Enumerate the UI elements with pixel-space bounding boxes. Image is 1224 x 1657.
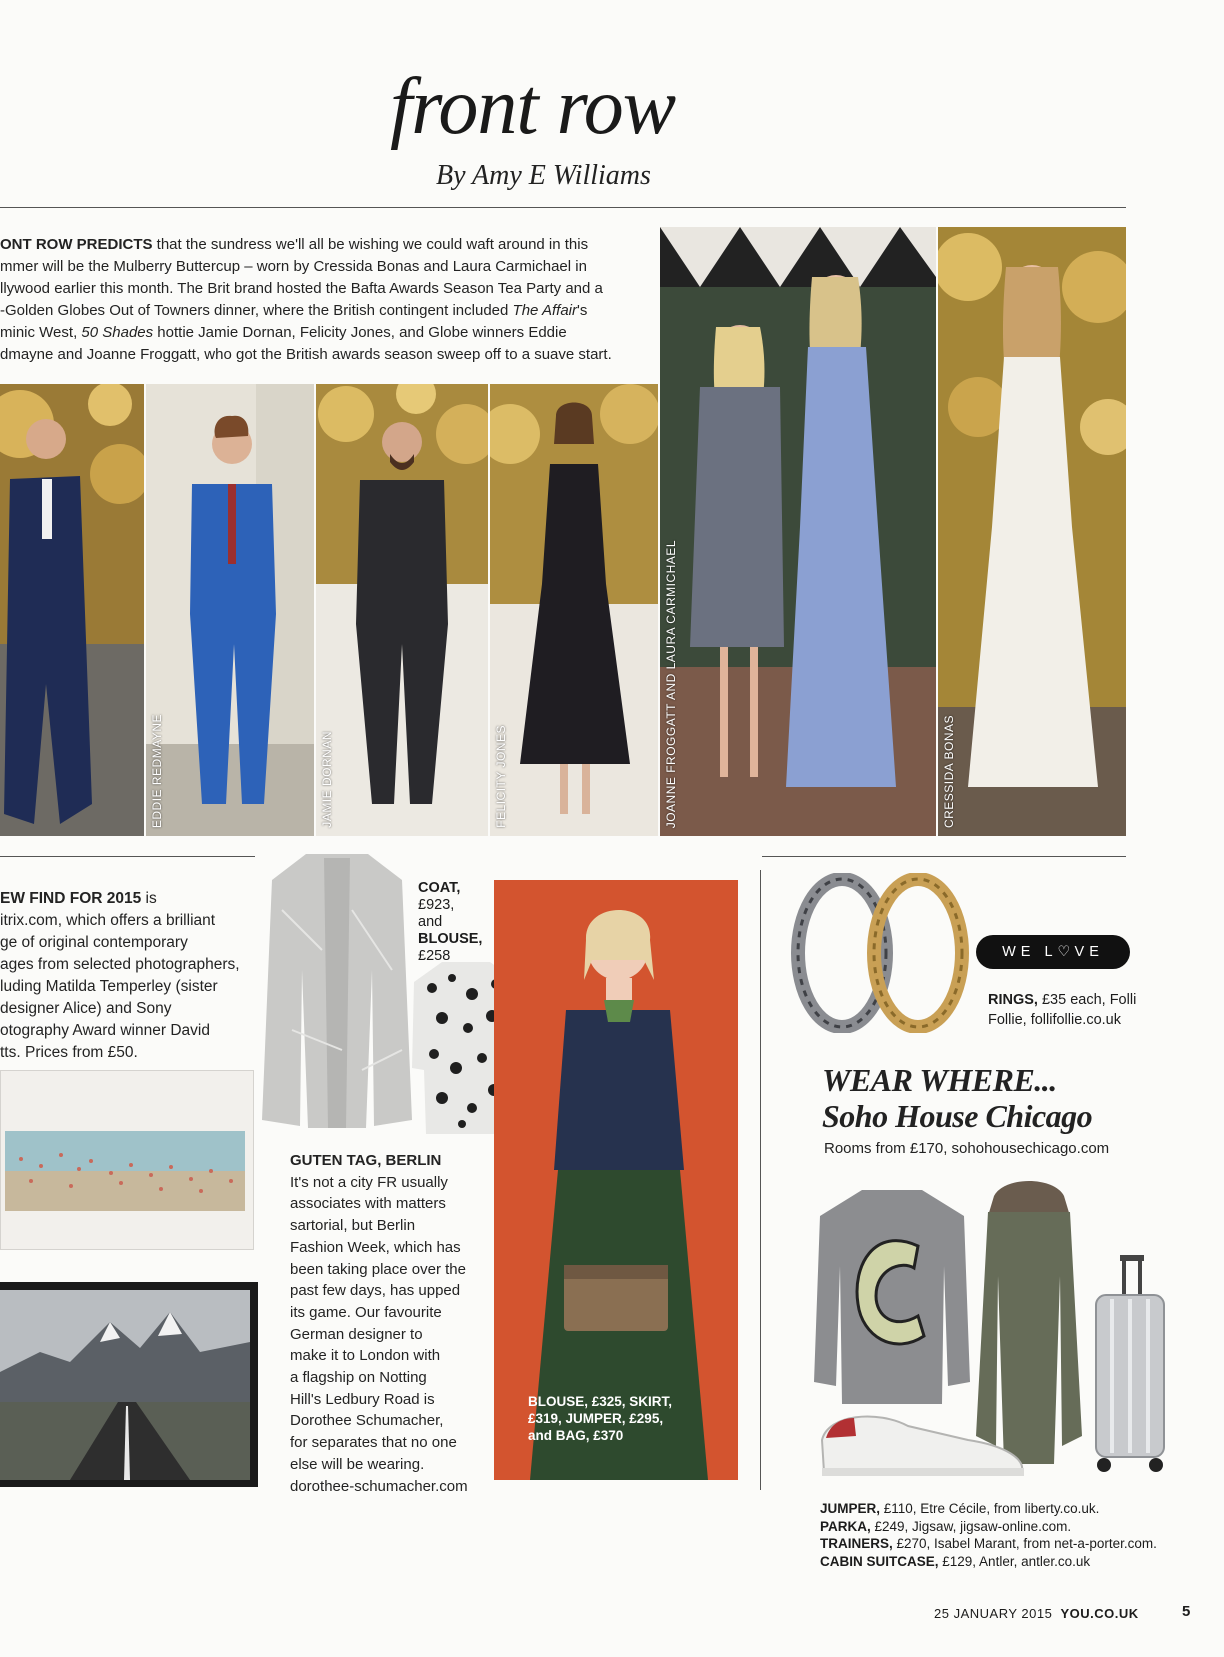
celeb-photo-eddie-redmayne: [146, 384, 314, 836]
wear-where-venue: Soho House Chicago: [822, 1098, 1093, 1134]
new-find-line: ages from selected photographers,: [0, 956, 240, 973]
new-find-line: ge of original contemporary: [0, 934, 188, 951]
intro-line: minic West,: [0, 324, 82, 341]
intro-text: [0, 234, 660, 366]
berlin-line: been taking place over the: [290, 1260, 466, 1278]
product-label: TRAINERS,: [820, 1536, 893, 1551]
intro-line: 's: [577, 302, 588, 319]
berlin-line: German designer to: [290, 1325, 423, 1343]
trainers-product-image: [818, 1400, 1028, 1480]
new-find-line: tts. Prices from £50.: [0, 1044, 138, 1061]
celeb-label: EDDIE REDMAYNE: [150, 713, 164, 828]
berlin-line: Hill's Ledbury Road is: [290, 1390, 435, 1408]
celeb-photo-jamie-dornan: [316, 384, 488, 836]
celeb-label: JOANNE FROGGATT AND LAURA CARMICHAEL: [664, 539, 678, 828]
coat-price: £923,: [418, 897, 455, 913]
model-photo: [494, 880, 738, 1480]
mid-rule-right: [762, 856, 1126, 857]
berlin-line: Dorothee Schumacher,: [290, 1412, 444, 1430]
page-number: 5: [1182, 1603, 1191, 1620]
berlin-line: for separates that no one: [290, 1434, 457, 1452]
header-rule: [0, 207, 1126, 208]
coat-caption: [418, 880, 482, 965]
intro-line: hottie Jamie Dornan, Felicity Jones, and Globe winners Eddie: [153, 324, 567, 341]
footer: [934, 1606, 1139, 1621]
page-title: front row: [390, 63, 676, 151]
berlin-line: sartorial, but Berlin: [290, 1217, 416, 1235]
berlin-line: Fashion Week, which has: [290, 1238, 461, 1256]
berlin-line: associates with matters: [290, 1195, 446, 1213]
blouse-price: £258: [418, 948, 451, 964]
product-credit-suitcase: [820, 1553, 1180, 1571]
blouse-label: BLOUSE,: [418, 931, 483, 947]
wear-where-heading: [822, 1062, 1092, 1134]
model-caption-line: and BAG, £370: [528, 1428, 624, 1443]
jumper-product-image: [814, 1186, 970, 1404]
celeb-photo-felicity-jones: [490, 384, 658, 836]
celeb-photo-joanne-froggatt-laura-carmichael: [660, 227, 936, 836]
rings-text-line2: Follie, follifollie.co.uk: [988, 1012, 1121, 1028]
celeb-label: JAMIE DORNAN: [320, 731, 334, 828]
product-credit-jumper: [820, 1500, 1180, 1518]
intro-lead: ONT ROW PREDICTS: [0, 236, 153, 253]
new-find-line: luding Matilda Temperley (sister: [0, 978, 218, 995]
rings-product-image: [782, 873, 982, 1033]
berlin-line: dorothee-schumacher.com: [290, 1477, 468, 1495]
caption-and: and: [418, 914, 443, 930]
product-label: CABIN SUITCASE,: [820, 1553, 939, 1569]
column-divider: [760, 870, 761, 1490]
intro-line: that the sundress we'll all be wishing we could waft around in this: [152, 236, 589, 253]
wear-where-sub: Rooms from £170, sohohousechicago.com: [824, 1140, 1110, 1157]
product-credit-parka: [820, 1518, 1180, 1536]
berlin-line: a flagship on Notting: [290, 1369, 427, 1387]
model-caption-line: BLOUSE, £325, SKIRT,: [528, 1394, 673, 1409]
berlin-line: else will be wearing.: [290, 1455, 425, 1473]
product-text: £110, Etre Cécile, from liberty.co.uk.: [880, 1501, 1100, 1516]
heart-icon: ♡: [1057, 944, 1071, 960]
product-label: JUMPER,: [820, 1501, 881, 1516]
coat-label: COAT,: [418, 880, 461, 896]
berlin-line: make it to London with: [290, 1347, 441, 1365]
celeb-label: CRESSIDA BONAS: [942, 714, 956, 828]
berlin-article: [290, 1150, 490, 1497]
berlin-line: its game. Our favourite: [290, 1303, 442, 1321]
new-find-line: itrix.com, which offers a brilliant: [0, 912, 216, 929]
mountain-road-print-image: [0, 1282, 258, 1487]
intro-line: llywood earlier this month. The Brit brand hosted the Bafta Awards Season Tea Party and a: [0, 280, 603, 297]
footer-date: 25 JANUARY 2015: [934, 1606, 1053, 1621]
byline: By Amy E Williams: [436, 160, 651, 191]
berlin-line: It's not a city FR usually: [290, 1173, 448, 1191]
model-caption-line: £319, JUMPER, £295,: [528, 1411, 664, 1426]
intro-line: -Golden Globes Out of Towners dinner, where the British contingent included: [0, 302, 513, 319]
new-find-line: designer Alice) and Sony: [0, 1000, 172, 1017]
intro-line: mmer will be the Mulberry Buttercup – worn by Cressida Bonas and Laura Carmichael in: [0, 258, 587, 275]
intro-line: dmayne and Joanne Froggatt, who got the British awards season sweep off to a suave start.: [0, 346, 612, 363]
product-credit-trainers: [820, 1535, 1180, 1553]
we-love-badge: [976, 935, 1130, 969]
rings-label: RINGS,: [988, 992, 1038, 1008]
rings-caption: [988, 990, 1138, 1030]
berlin-line: past few days, has upped: [290, 1282, 461, 1300]
footer-site: YOU.CO.UK: [1060, 1606, 1139, 1621]
celeb-photo-cressida-bonas: [938, 227, 1126, 836]
celeb-photo-dominic-west: [0, 384, 144, 836]
wear-where-title: WEAR WHERE...: [822, 1062, 1057, 1098]
product-text: £270, Isabel Marant, from net-a-porter.com.: [892, 1536, 1157, 1551]
product-label: PARKA,: [820, 1518, 871, 1534]
we-love-text: WE L: [1002, 944, 1058, 960]
new-find-lead: EW FIND FOR 2015: [0, 890, 142, 907]
we-love-text-end: VE: [1074, 944, 1104, 960]
rings-text: £35 each, Folli: [1037, 992, 1137, 1008]
new-find-line: otography Award winner David: [0, 1022, 210, 1039]
product-text: £249, Jigsaw, jigsaw-online.com.: [870, 1518, 1072, 1534]
product-text: £129, Antler, antler.co.uk: [938, 1553, 1091, 1569]
intro-italic: The Affair: [512, 302, 577, 319]
berlin-heading: GUTEN TAG, BERLIN: [290, 1152, 442, 1169]
new-find-line: is: [141, 890, 157, 907]
celeb-label: FELICITY JONES: [494, 725, 508, 828]
intro-italic: 50 Shades: [81, 324, 154, 341]
product-credits: [820, 1500, 1180, 1570]
model-caption: [528, 1393, 672, 1444]
suitcase-product-image: [1092, 1255, 1168, 1475]
new-find-text: [0, 888, 250, 1064]
beach-print-image: [0, 1070, 254, 1250]
coat-product-image: [262, 850, 412, 1132]
mid-rule-left: [0, 856, 255, 857]
